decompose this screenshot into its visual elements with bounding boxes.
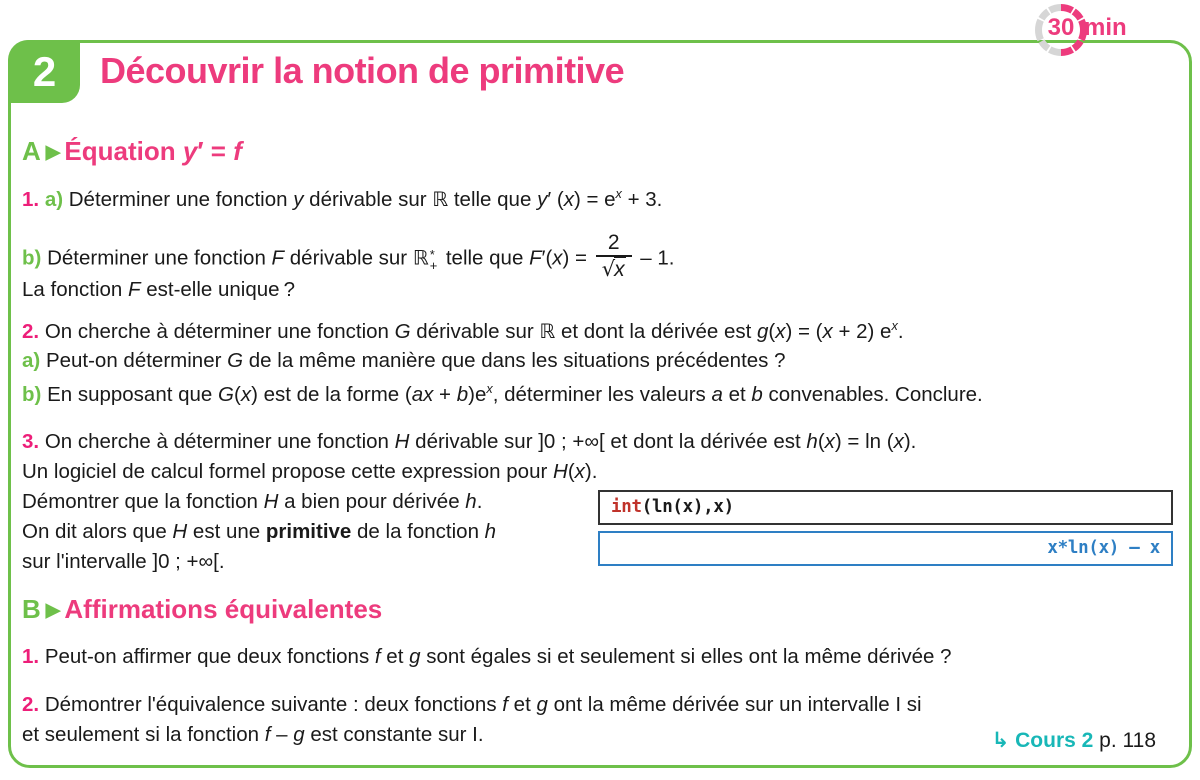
q2a-var-G: G — [227, 349, 244, 372]
q3-line2-text: Un logiciel de calcul formel propose cette expression pour — [22, 460, 553, 483]
q3-var-H: H — [394, 430, 410, 453]
q3-text-2: dérivable sur ]0 ; +∞[ et dont la dérivée est — [409, 430, 807, 453]
section-b-letter: B — [22, 594, 41, 624]
q2-var-G: G — [394, 320, 411, 343]
q2a-marker: a) — [22, 349, 41, 372]
fraction-2-over-sqrt-x — [596, 232, 632, 280]
course-reference-label: Cours 2 — [1015, 729, 1094, 752]
question-1b: b) Déterminer une fonction F dérivable sur ℝ * + telle que F′(x) = $\frac{2}{√x}$ – 1. — [22, 231, 675, 281]
timer-unit: min — [1084, 14, 1127, 41]
q2-text-1: On cherche à déterminer une fonction — [44, 320, 395, 343]
cas-output-box: x*ln(x) – x — [598, 531, 1173, 566]
cas-input-args: (ln(x),x) — [641, 497, 734, 517]
q3-marker: 3. — [22, 430, 40, 453]
q1b-math-rhs: – 1. — [634, 246, 675, 270]
question-3-line1: 3. On cherche à déterminer une fonction H dérivable sur ]0 ; +∞[ et dont la dérivée est h(x) = ln (x). — [22, 430, 917, 453]
cas-input-function: int — [611, 497, 642, 517]
q2-text-3: et dont la dérivée est — [555, 320, 757, 343]
exercise-number-badge: 2 — [8, 40, 80, 103]
q1a-text-4: + 3. — [621, 188, 663, 211]
q1a-text-1: Déterminer une fonction — [68, 188, 294, 211]
q3-line4-text: On dit alors que — [22, 520, 173, 543]
section-a-letter: A — [22, 136, 41, 166]
b-q2-line2-text-1: et seulement si la fonction — [22, 723, 265, 746]
section-a-label: Équation y′ = f — [64, 136, 242, 166]
q1-marker: 1. — [22, 188, 40, 211]
q2-exponent: x — [891, 318, 898, 334]
timer-value: 30 — [1047, 14, 1075, 41]
cas-input-box[interactable] — [598, 490, 1173, 525]
q1a-text-3: telle que — [448, 188, 538, 211]
triangle-icon: ▶ — [45, 600, 61, 621]
b-q2-text-2: ont la même dérivée sur un intervalle I si — [547, 693, 922, 716]
b-q2-marker: 2. — [22, 693, 40, 716]
section-b-question-2: 2. Démontrer l'équivalence suivante : deux fonctions f et g ont la même dérivée sur un intervalle I si — [22, 693, 922, 716]
q1a-var-y: y — [293, 188, 304, 211]
q3-text-1: On cherche à déterminer une fonction — [44, 430, 395, 453]
q2-var-g: g — [757, 320, 769, 343]
q1a-marker: a) — [44, 188, 64, 211]
q3-line3-text: Démontrer que la fonction — [22, 490, 264, 513]
timer-badge — [1000, 1, 1180, 59]
question-2a — [22, 347, 786, 374]
q2b-text-1: En supposant que — [47, 383, 219, 406]
q2-marker: 2. — [22, 320, 40, 343]
b-q2-text-1: Démontrer l'équivalence suivante : deux fonctions — [44, 693, 503, 716]
q1b-text-2: dérivable sur — [284, 246, 413, 270]
q1b-marker: b) — [22, 246, 42, 270]
b-q1-text-2: sont égales si et seulement si elles ont la même dérivée ? — [420, 645, 952, 668]
course-reference-link[interactable] — [992, 728, 1156, 753]
q1b-var-F: F — [271, 246, 285, 270]
q2-set: ℝ — [539, 319, 556, 343]
q1b-set: ℝ — [412, 245, 429, 270]
section-b-question-2-line2: et seulement si la fonction f – g est constante sur I. — [22, 723, 484, 746]
b-q2-line2-text-2: est constante sur I. — [304, 723, 484, 746]
course-reference-page: p. 118 — [1099, 729, 1156, 752]
arrow-right-icon: ↳ — [991, 728, 1010, 752]
q1b-text-1: Déterminer une fonction — [47, 246, 272, 270]
q2b-marker: b) — [22, 383, 42, 406]
q2-text-2: dérivable sur — [410, 320, 540, 343]
section-a-header — [22, 136, 242, 167]
exercise-title: Découvrir la notion de primitive — [100, 50, 625, 91]
q3-primitive-keyword: primitive — [265, 520, 352, 543]
question-1a: 1. a) Déterminer une fonction y dérivable sur ℝ telle que y′ $(x) = e^x + 3$. — [22, 186, 663, 211]
fraction-numerator: 2 — [607, 231, 620, 254]
q1b-text-3: telle que — [440, 246, 530, 270]
question-3-line4: On dit alors que H est une primitive de la fonction h — [22, 520, 497, 543]
section-b-question-1: 1. Peut-on affirmer que deux fonctions f et g sont égales si et seulement si elles ont la même dérivée ? — [22, 645, 952, 668]
q1a-exponent: x — [615, 186, 622, 202]
section-b-header — [22, 594, 382, 625]
q2b-exponent: x — [486, 381, 493, 397]
question-2-stem: 2. On cherche à déterminer une fonction G dérivable sur ℝ et dont la dérivée est g(x) = (x + 2) $e^x$. — [22, 318, 904, 343]
question-3-line2: Un logiciel de calcul formel propose cette expression pour H(x). — [22, 460, 598, 483]
triangle-icon: ▶ — [45, 142, 61, 163]
q2a-text-2: de la même manière que dans les situations précédentes ? — [243, 349, 786, 372]
q2a-text-1: Peut-on déterminer — [45, 349, 228, 372]
section-b-label: Affirmations équivalentes — [64, 594, 383, 624]
question-3-line5: sur l'intervalle ]0 ; +∞[. — [22, 550, 225, 573]
q1a-text-2: dérivable sur — [303, 188, 433, 211]
b-q1-marker: 1. — [22, 645, 40, 668]
fraction-denominator: √x — [601, 257, 625, 281]
question-3-line3: Démontrer que la fonction H a bien pour dérivée h. — [22, 490, 483, 513]
question-2b: b) En supposant que G(x) est de la forme $(ax + b)e^x$, déterminer les valeurs a et b convenables. Conclure. — [22, 381, 983, 406]
q1a-set: ℝ — [432, 187, 449, 211]
b-q1-text-1: Peut-on affirmer que deux fonctions — [44, 645, 375, 668]
question-1b-line2: La fonction F est-elle unique ? — [22, 278, 296, 301]
